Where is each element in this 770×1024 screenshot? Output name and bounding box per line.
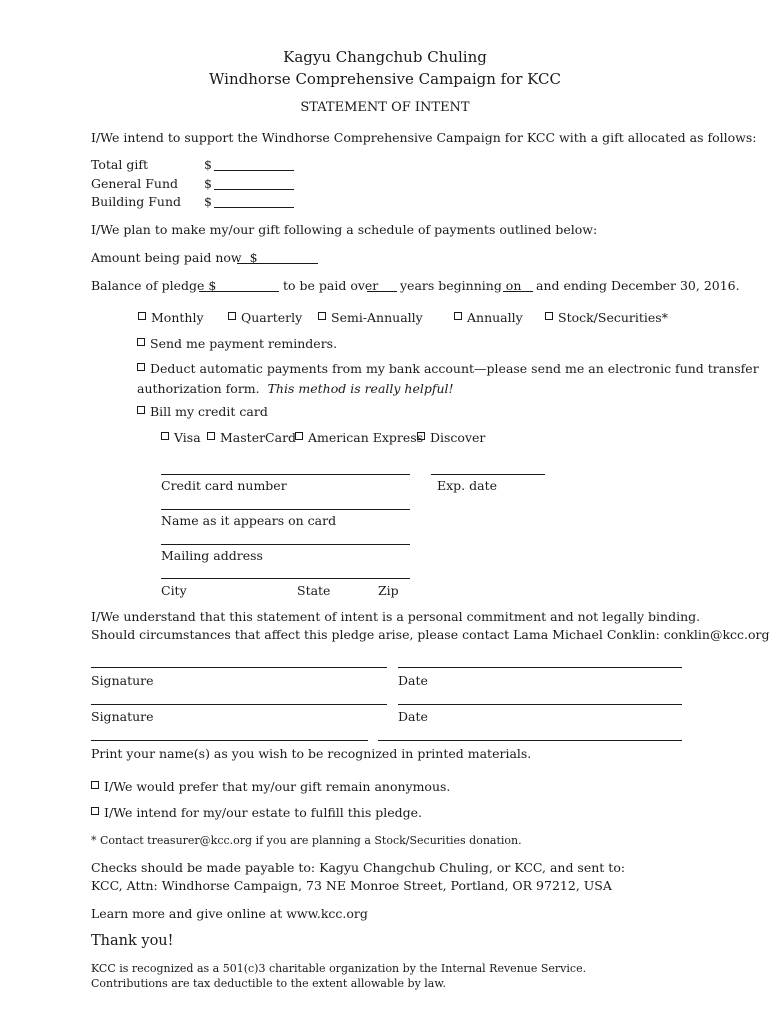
- state-label: State: [297, 583, 331, 598]
- checkbox-icon[interactable]: [228, 312, 236, 320]
- gift-label-building: Building Fund: [91, 194, 182, 209]
- commitment-line1: I/We understand that this statement of intent is a personal commitment and not legally binding.: [91, 609, 701, 624]
- amount-paid-now-label: Amount being paid now $: [91, 250, 258, 265]
- checkbox-icon[interactable]: [91, 807, 99, 815]
- building-fund-field[interactable]: [214, 207, 294, 208]
- date-field-2[interactable]: [398, 704, 682, 705]
- gift-currency-building: $: [204, 194, 212, 209]
- checkbox-icon[interactable]: [454, 312, 462, 320]
- learn-more: Learn more and give online at www.kcc.org: [91, 906, 368, 921]
- checkbox-icon[interactable]: [137, 406, 145, 414]
- city-label: City: [161, 583, 187, 598]
- checkbox-icon[interactable]: [161, 432, 169, 440]
- intro-text: I/We intend to support the Windhorse Comprehensive Campaign for KCC with a gift allocated as follows:: [91, 130, 757, 145]
- checkbox-icon[interactable]: [545, 312, 553, 320]
- date-label-1: Date: [398, 673, 428, 688]
- checkbox-icon[interactable]: [91, 781, 99, 789]
- balance-part3: years beginning on: [400, 278, 522, 293]
- signature-field-2[interactable]: [91, 704, 387, 705]
- option-send-reminders[interactable]: Send me payment reminders.: [137, 336, 337, 351]
- signature-label-1: Signature: [91, 673, 154, 688]
- checkbox-icon[interactable]: [138, 312, 146, 320]
- statement-title: STATEMENT OF INTENT: [300, 100, 470, 115]
- option-anonymous[interactable]: I/We would prefer that my/our gift remain anonymous.: [91, 779, 450, 794]
- card-visa[interactable]: Visa: [161, 430, 201, 445]
- campaign-title: Windhorse Comprehensive Campaign for KCC: [209, 70, 561, 88]
- card-number-field[interactable]: [161, 474, 410, 475]
- checkbox-icon[interactable]: [137, 363, 145, 371]
- commitment-line2: Should circumstances that affect this pledge arise, please contact Lama Michael Conklin: conklin@kcc.org: [91, 627, 770, 642]
- date-label-2: Date: [398, 709, 428, 724]
- checks-line2: KCC, Attn: Windhorse Campaign, 73 NE Monroe Street, Portland, OR 97212, USA: [91, 878, 612, 893]
- auto-deduct-line2: authorization form. This method is really helpful!: [137, 381, 454, 396]
- auto-deduct-note: This method is really helpful!: [267, 381, 454, 396]
- card-discover[interactable]: Discover: [417, 430, 485, 445]
- option-annually[interactable]: Annually: [454, 310, 523, 325]
- balance-part1: Balance of pledge $: [91, 278, 217, 293]
- mailing-address-label: Mailing address: [161, 548, 263, 563]
- gift-currency-total: $: [204, 157, 212, 172]
- balance-start-field[interactable]: [503, 291, 533, 292]
- name-on-card-field[interactable]: [161, 509, 410, 510]
- print-name-text: Print your name(s) as you wish to be recognized in printed materials.: [91, 746, 532, 761]
- balance-part2: to be paid over: [283, 278, 379, 293]
- signature-field-1[interactable]: [91, 667, 387, 668]
- date-field-1[interactable]: [398, 667, 682, 668]
- print-name-field-2[interactable]: [378, 740, 682, 741]
- checkbox-icon[interactable]: [318, 312, 326, 320]
- option-bill-credit-card[interactable]: Bill my credit card: [137, 404, 268, 419]
- name-on-card-label: Name as it appears on card: [161, 513, 337, 528]
- checkbox-icon[interactable]: [207, 432, 215, 440]
- general-fund-field[interactable]: [214, 189, 294, 190]
- signature-label-2: Signature: [91, 709, 154, 724]
- thank-you: Thank you!: [91, 933, 174, 949]
- exp-date-field[interactable]: [431, 474, 545, 475]
- card-number-label: Credit card number: [161, 478, 287, 493]
- checkbox-icon[interactable]: [417, 432, 425, 440]
- amount-paid-now-field[interactable]: [237, 263, 318, 264]
- card-mastercard[interactable]: MasterCard: [207, 430, 296, 445]
- option-quarterly[interactable]: Quarterly: [228, 310, 302, 325]
- exp-date-label: Exp. date: [437, 478, 497, 493]
- gift-label-total: Total gift: [91, 157, 148, 172]
- balance-amount-field[interactable]: [199, 291, 279, 292]
- zip-label: Zip: [378, 583, 399, 598]
- balance-years-field[interactable]: [367, 291, 397, 292]
- total-gift-field[interactable]: [214, 170, 294, 171]
- option-stock-securities[interactable]: Stock/Securities*: [545, 310, 668, 325]
- checkbox-icon[interactable]: [137, 338, 145, 346]
- city-state-zip-field[interactable]: [161, 578, 410, 579]
- gift-currency-general: $: [204, 176, 212, 191]
- card-american-express[interactable]: American Express: [295, 430, 423, 445]
- checks-line1: Checks should be made payable to: Kagyu Changchub Chuling, or KCC, and sent to:: [91, 860, 626, 875]
- option-estate[interactable]: I/We intend for my/our estate to fulfill this pledge.: [91, 805, 422, 820]
- footer-line2: Contributions are tax deductible to the extent allowable by law.: [91, 977, 446, 990]
- option-monthly[interactable]: Monthly: [138, 310, 204, 325]
- schedule-text: I/We plan to make my/our gift following a schedule of payments outlined below:: [91, 222, 598, 237]
- option-auto-deduct[interactable]: Deduct automatic payments from my bank account—please send me an electronic fund transfer: [137, 361, 759, 376]
- footer-line1: KCC is recognized as a 501(c)3 charitable organization by the Internal Revenue Service.: [91, 962, 587, 975]
- checkbox-icon[interactable]: [295, 432, 303, 440]
- gift-label-general: General Fund: [91, 176, 179, 191]
- print-name-field-1[interactable]: [91, 740, 368, 741]
- org-name: Kagyu Changchub Chuling: [283, 48, 487, 66]
- option-semi-annually[interactable]: Semi-Annually: [318, 310, 423, 325]
- stock-note: * Contact treasurer@kcc.org if you are planning a Stock/Securities donation.: [91, 834, 522, 847]
- balance-part4: and ending December 30, 2016.: [536, 278, 740, 293]
- mailing-address-field[interactable]: [161, 544, 410, 545]
